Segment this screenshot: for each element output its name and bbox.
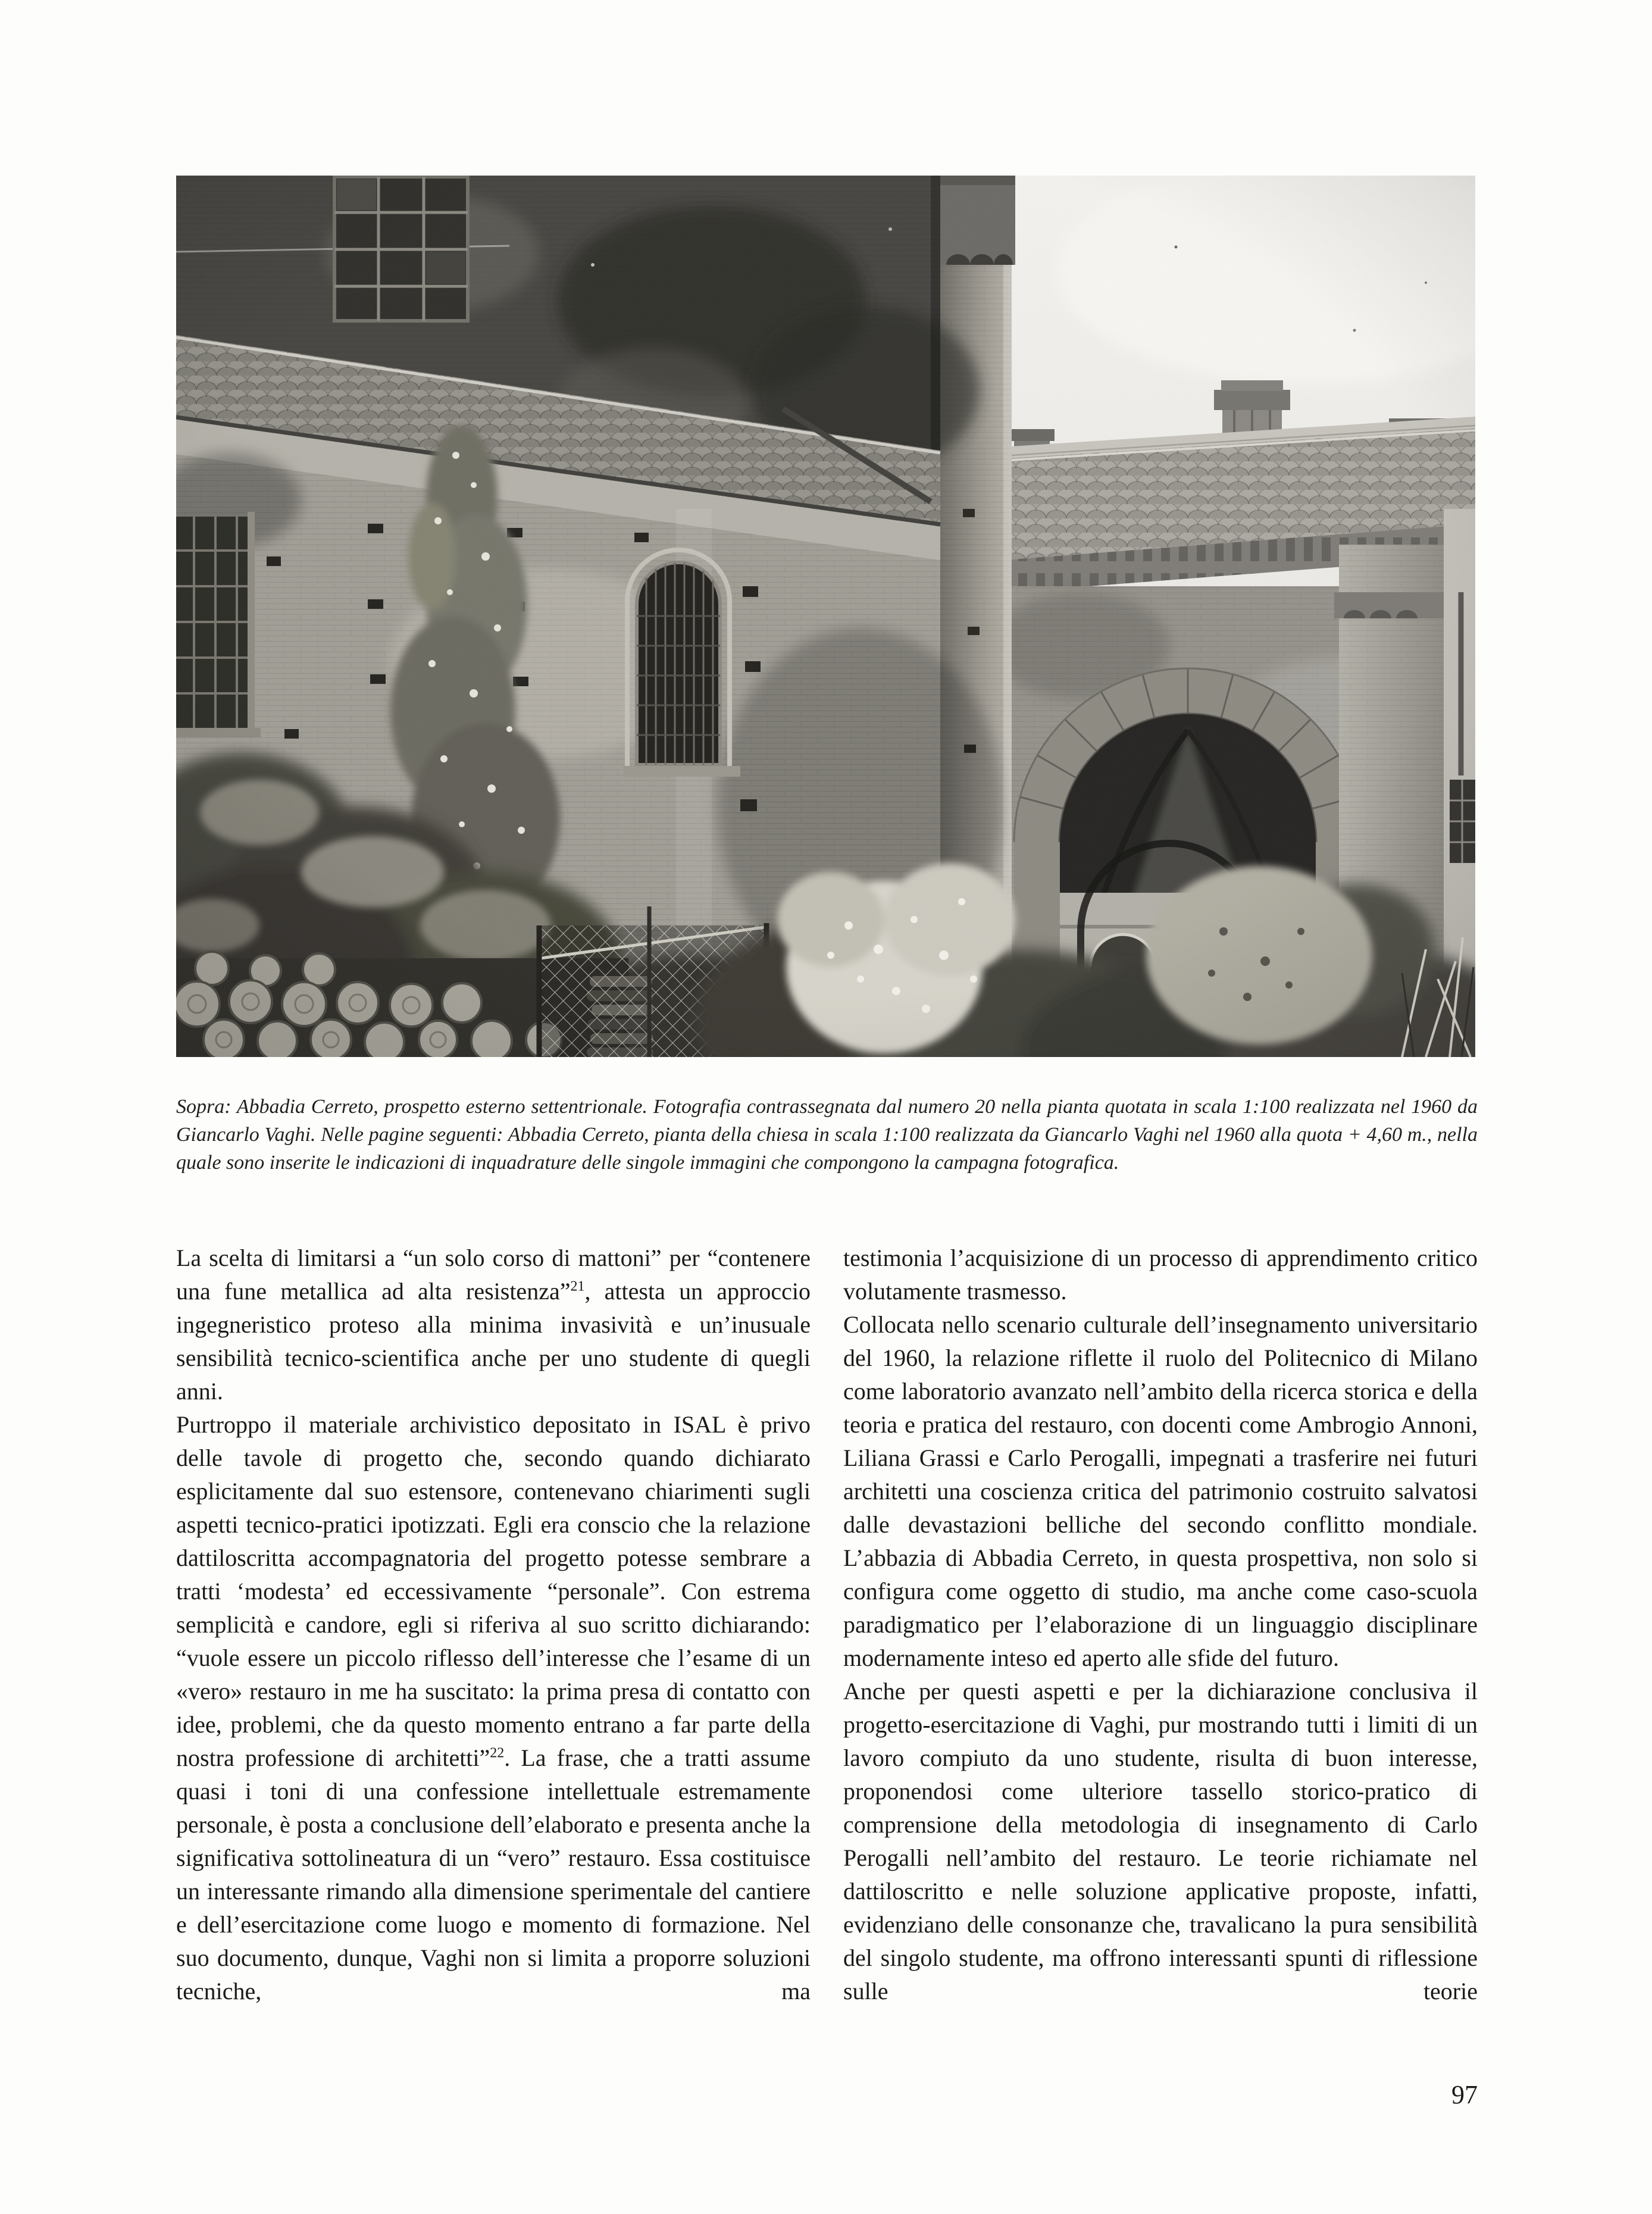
figure-caption: Sopra: Abbadia Cerreto, prospetto esterno settentrionale. Fotografia contrassegnata dal numero 20 nella pianta quotata in scala 1:100 realizzata nel 1960 da Giancarlo Vaghi. Nelle pagine seguenti: Abbadia Cerreto, pianta della chiesa in scala 1:100 realizzata da Giancarlo Vaghi nel 1960 alla quota + 4,60 m., nella quale sono inserite le indicazioni di inquadrature delle singole immagini che compongono la campagna fotografica. xyxy=(176,1096,1478,1174)
paragraph: Purtroppo il materiale archivistico depositato in ISAL è privo delle tavole di progetto che, secondo quando dichiarato esplicitamente dal suo estensore, contenevano chiarimenti sugli aspetti tecnico-pratici ipotizzati. Egli era conscio che la relazione dattiloscritta accompagnatoria del progetto potesse sembrare a tratti ‘modesta’ ed eccessivamente “personale”. Con estrema semplicità e candore, egli si riferiva al suo scritto dichiarando: “vuole essere un piccolo riflesso dell’interesse che l’esame di un «vero» restauro in me ha suscitato: la prima presa di contatto con idee, problemi, che da questo momento entrano a far parte della nostra professione di architetti”$^{22}$. La frase, che a tratti assume quasi i toni di una confessione intellettuale estremamente personale, è posta a conclusione dell’elaborato e presenta anche la significativa sottolineatura di un “vero” restauro. Essa costituisce un interessante rimando alla dimensione sperimentale del cantiere e dell’esercitazione come luogo e momento di formazione. Nel suo documento, dunque, Vaghi non si limita a proporre soluzioni tecniche, ma xyxy=(176,1411,811,2005)
film-artifacts xyxy=(176,176,1475,1057)
paragraph: La scelta di limitarsi a “un solo corso di mattoni” per “contenere una fune metallica ad alta resistenza”$^{21}$, attesta un approccio ingegneristico proteso alla minima invasività e un’inusuale sensibilità tecnico-scientifica anche per uno studente di quegli anni. xyxy=(176,1244,811,1405)
left-column xyxy=(176,1242,811,2008)
footnote-reference: 22 xyxy=(490,1745,505,1761)
paragraph: Collocata nello scenario culturale dell’insegnamento universitario del 1960, la relazione riflette il ruolo del Politecnico di Milano come laboratorio avanzato nell’ambito della ricerca storica e della teoria e pratica del restauro, con docenti come Ambrogio Annoni, Liliana Grassi e Carlo Perogalli, impegnati a trasferire nei futuri architetti una coscienza critica del patrimonio costruito salvatosi dalle devastazioni belliche del secondo conflitto mondiale. L’abbazia di Abbadia Cerreto, in questa prospettiva, non solo si configura come oggetto di studio, ma anche come caso-scuola paradigmatico per l’elaborazione di un linguaggio disciplinare modernamente inteso ed aperto alle sfide del futuro. xyxy=(843,1311,1478,1671)
footnote-reference: 21 xyxy=(570,1278,585,1294)
abbey-photograph-drawing xyxy=(176,176,1475,1057)
abbey-photograph xyxy=(176,176,1475,1057)
right-column xyxy=(843,1242,1478,2008)
paragraph: testimonia l’acquisizione di un processo di apprendimento critico volutamente trasmesso. xyxy=(843,1244,1478,1305)
paragraph: Anche per questi aspetti e per la dichiarazione conclusiva il progetto-esercitazione di Vaghi, pur mostrando tutti i limiti di un lavoro compiuto da uno studente, risulta di buon interesse, proponendosi come ulteriore tassello storico-pratico di comprensione della metodologia di insegnamento di Carlo Perogalli nell’ambito del restauro. Le teorie richiamate nel dattiloscritto e nelle soluzione applicative proposte, infatti, evidenziano delle consonanze che, travalicano la pura sensibilità del singolo studente, ma offrono interessanti spunti di riflessione sulle teorie xyxy=(843,1678,1478,2005)
body-text xyxy=(176,1242,1478,2008)
page-number: 97 xyxy=(1451,2080,1478,2109)
